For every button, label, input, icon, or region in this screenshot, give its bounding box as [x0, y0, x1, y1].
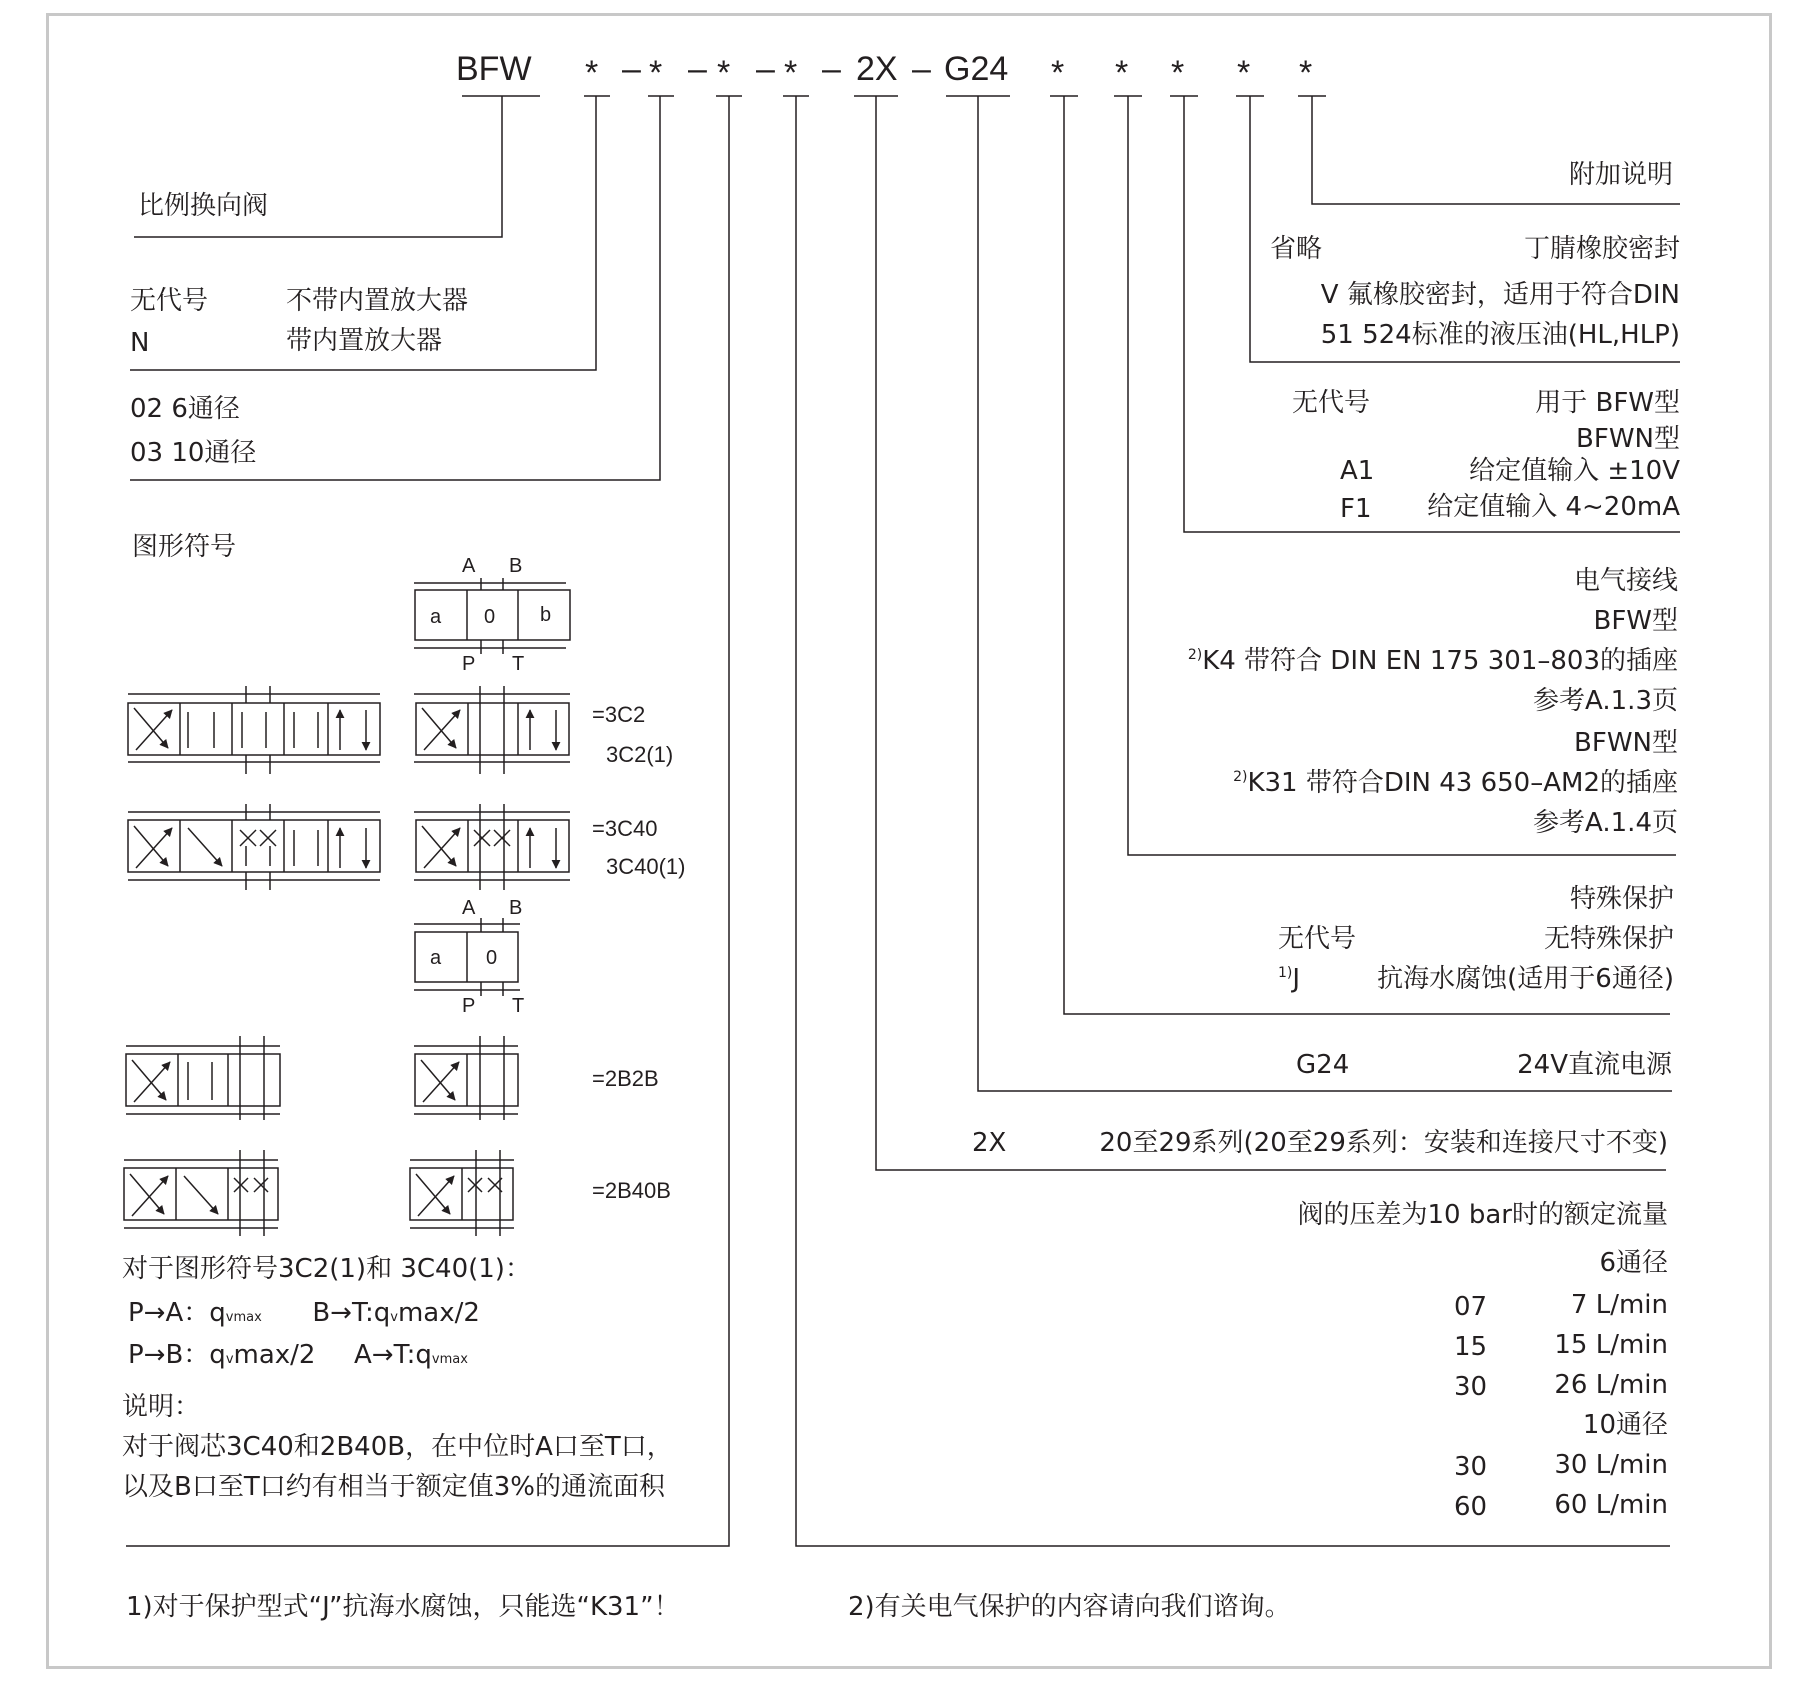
flow-30-value: 26 L/min	[1554, 1370, 1668, 1400]
code-seg-3: *	[717, 54, 731, 92]
port-b-label: B	[509, 555, 523, 577]
sym-3c40-1-label: 3C40(1)	[606, 854, 686, 879]
elec-bfw: BFW型	[1593, 606, 1678, 636]
power-code: G24	[1296, 1050, 1350, 1080]
size-02: 02 6通径	[130, 394, 240, 424]
symbol-3c2-right	[414, 686, 570, 774]
series-desc: 20至29系列(20至29系列：安装和连接尺寸不变)	[1099, 1128, 1668, 1158]
flow-30-code: 30	[1454, 1372, 1488, 1402]
elec-k4-ref: 参考A.1.3页	[1533, 686, 1678, 716]
pos-a-label: a	[430, 606, 442, 628]
port-a-label: A	[462, 897, 476, 919]
code-series: 2X	[856, 50, 898, 88]
symbol-2b40b-left	[124, 1150, 278, 1236]
symbol-3c2-left	[128, 686, 380, 774]
flow-6-title: 6通径	[1599, 1248, 1668, 1278]
code-dash: –	[756, 50, 775, 88]
sym-3c2-1-label: 3C2(1)	[606, 742, 674, 767]
footnote-1: 1)对于保护型式“J”抗海水腐蚀，只能选“K31”！	[126, 1592, 680, 1622]
port-b-label: B	[509, 897, 523, 919]
seal-v-line-2: 51 524标准的液压油(HL,HLP)	[1320, 320, 1680, 350]
amp-n-code: N	[130, 328, 150, 358]
flow-07-code: 07	[1454, 1292, 1488, 1322]
symbol-2b40b-right	[410, 1150, 514, 1236]
sym-3c40-label: =3C40	[592, 816, 658, 841]
code-seg-5: *	[1051, 54, 1065, 92]
code-seg-1: *	[585, 54, 599, 92]
code-seg-6: *	[1115, 54, 1129, 92]
elec-k4: $^{2)}$K4 带符合 DIN EN 175 301–803的插座	[1187, 646, 1678, 676]
code-seg-2: *	[649, 54, 663, 92]
flow-15-code: 15	[1454, 1332, 1488, 1362]
seal-omit-desc: 丁腈橡胶密封	[1523, 234, 1680, 264]
seal-omit-code: 省略	[1270, 234, 1323, 264]
pos-0-label: 0	[486, 947, 498, 969]
flow-07-value: 7 L/min	[1570, 1290, 1668, 1320]
size-03: 03 10通径	[130, 438, 257, 468]
code-dash: –	[822, 50, 841, 88]
valve-type-title: 比例换向阀	[138, 191, 269, 221]
code-seg-9: *	[1299, 54, 1313, 92]
amp-none-desc: 不带内置放大器	[286, 286, 469, 316]
port-p-label: P	[462, 653, 476, 675]
code-prefix: BFW	[456, 50, 532, 88]
note-line-1: 对于阀芯3C40和2B40B，在中位时A口至T口，	[122, 1432, 673, 1462]
input-a1-code: A1	[1340, 456, 1375, 486]
input-none-desc-2: BFWN型	[1576, 424, 1680, 454]
symbol-3c40-right	[414, 804, 570, 890]
amp-none-code: 无代号	[130, 286, 209, 316]
code-seg-4: *	[784, 54, 798, 92]
pos-0-label: 0	[484, 606, 496, 628]
note-title: 说明：	[122, 1392, 201, 1422]
flow-note-title: 对于图形符号3C2(1)和 3C40(1)：	[122, 1254, 531, 1284]
footnote-2: 2)有关电气保护的内容请向我们谘询。	[848, 1592, 1291, 1622]
elec-title: 电气接线	[1573, 566, 1678, 596]
input-f1-code: F1	[1340, 494, 1372, 524]
code-dash: –	[688, 50, 707, 88]
sym-2b2b-label: =2B2B	[592, 1066, 659, 1091]
sym-2b40b-label: =2B40B	[592, 1178, 671, 1203]
port-a-label: A	[462, 555, 476, 577]
note-line-2: 以及B口至T口约有相当于额定值3%的通流面积	[122, 1472, 665, 1502]
flow-note-line-2: P→B：qvmax/2 A→T:qvmax	[128, 1340, 468, 1370]
port-p-label: P	[462, 995, 476, 1017]
code-dash: –	[622, 50, 641, 88]
flow-60-code: 60	[1454, 1492, 1488, 1522]
input-f1-desc: 给定值输入 4~20mA	[1427, 492, 1680, 522]
elec-k31-ref: 参考A.1.4页	[1533, 808, 1678, 838]
flow-30b-code: 30	[1454, 1452, 1488, 1482]
input-a1-desc: 给定值输入 ±10V	[1469, 456, 1680, 486]
extra-title: 附加说明	[1568, 160, 1673, 190]
input-none-code: 无代号	[1292, 388, 1371, 418]
amp-n-desc: 带内置放大器	[286, 326, 443, 356]
symbols-title: 图形符号	[132, 532, 237, 562]
prot-none-desc: 无特殊保护	[1543, 924, 1674, 954]
prot-none-code: 无代号	[1278, 924, 1357, 954]
series-code: 2X	[972, 1128, 1007, 1158]
prot-title: 特殊保护	[1569, 884, 1674, 914]
code-seg-7: *	[1171, 54, 1185, 92]
flow-60-value: 60 L/min	[1554, 1490, 1668, 1520]
elec-bfwn: BFWN型	[1574, 728, 1678, 758]
symbol-2b2b-left	[126, 1036, 280, 1120]
pos-a-label: a	[430, 947, 442, 969]
flow-15-value: 15 L/min	[1554, 1330, 1668, 1360]
pos-b-label: b	[540, 604, 552, 626]
port-t-label: T	[512, 653, 525, 675]
port-t-label: T	[512, 995, 525, 1017]
code-dash: –	[912, 50, 931, 88]
flow-title: 阀的压差为10 bar时的额定流量	[1297, 1200, 1668, 1230]
seal-v-line-1: V 氟橡胶密封，适用于符合DIN	[1320, 280, 1680, 310]
input-none-desc: 用于 BFW型	[1535, 388, 1680, 418]
elec-k31: $^{2)}$K31 带符合DIN 43 650–AM2的插座	[1233, 768, 1678, 798]
flow-note-line-1: P→A：qvmax B→T:qvmax/2	[128, 1298, 480, 1328]
sym-3c2-label: =3C2	[592, 702, 646, 727]
power-desc: 24V直流电源	[1517, 1050, 1672, 1080]
symbol-3c40-left	[128, 804, 380, 890]
flow-30b-value: 30 L/min	[1554, 1450, 1668, 1480]
code-power: G24	[944, 50, 1009, 88]
symbol-2b2b-right	[414, 1036, 518, 1120]
flow-10-title: 10通径	[1582, 1410, 1668, 1440]
prot-j-desc: 抗海水腐蚀(适用于6通径)	[1377, 964, 1674, 994]
prot-j-code: $^{1)}$J	[1278, 964, 1301, 994]
code-seg-8: *	[1237, 54, 1251, 92]
